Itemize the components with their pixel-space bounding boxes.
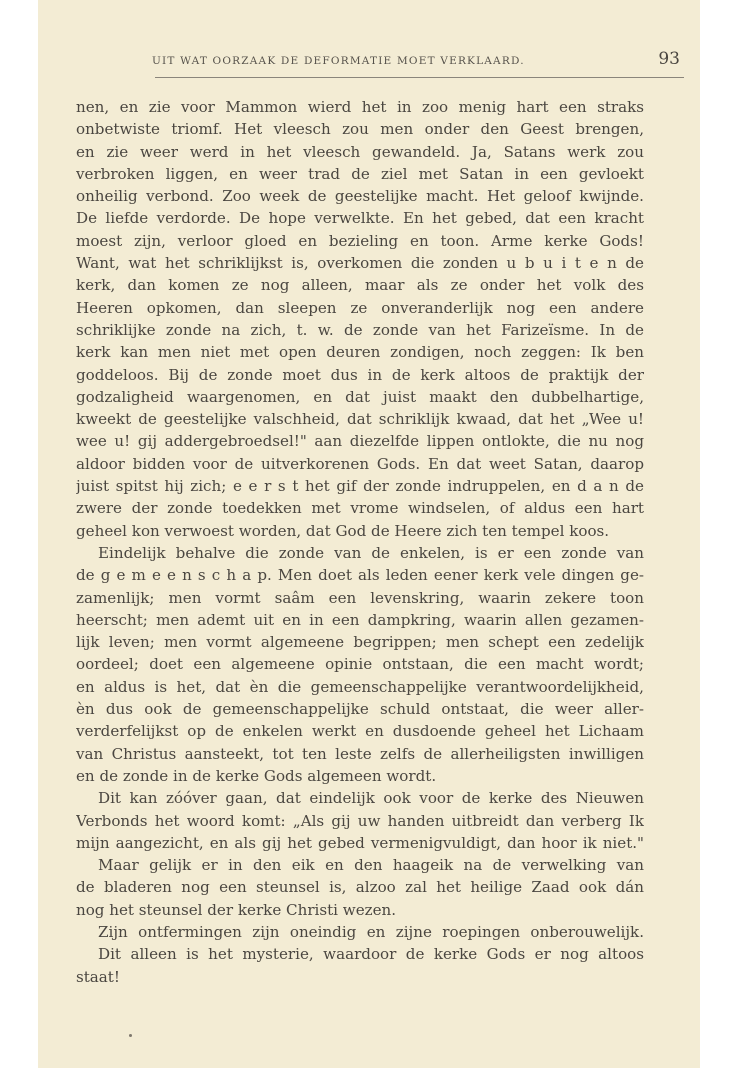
paragraph-end-line: nog het steunsel der kerke Christi wezen.	[76, 900, 397, 919]
text-line: Verbonds het woord komt: „Als gij uw handen uitbreidt dan verberg Ik	[76, 811, 644, 830]
text-line: verbroken liggen, en weer trad de ziel met Satan in een gevloekt	[76, 164, 644, 183]
paragraph-end-line: staat!	[76, 967, 120, 986]
page-speck	[129, 1034, 132, 1037]
text-line: de bladeren nog een steunsel is, alzoo zal het heilige Zaad ook dán	[76, 878, 644, 897]
text-line: moest zijn, verloor gloed en bezieling en toon. Arme kerke Gods!	[76, 231, 644, 250]
text-line: kerk kan men niet met open deuren zondigen, noch zeggen: Ik ben	[76, 343, 644, 362]
text-line: heerscht; men ademt uit en in een dampkring, waarin allen gezamen-	[76, 610, 644, 629]
text-line: kerk, dan komen ze nog alleen, maar als ze onder het volk des	[76, 276, 644, 295]
text-line: godzaligheid waargenomen, en dat juist maakt den dubbelhartige,	[76, 387, 644, 406]
text-line: onheilig verbond. Zoo week de geestelijke macht. Het geloof kwijnde.	[76, 187, 644, 206]
text-line: goddeloos. Bij de zonde moet dus in de kerk altoos de praktijk der	[76, 365, 644, 384]
text-line: Heeren opkomen, dan sleepen ze onveranderlijk nog een andere	[76, 298, 644, 317]
text-line: zamenlijk; men vormt saâm een levenskring, waarin zekere toon	[76, 588, 644, 607]
paragraph-start-line: Eindelijk behalve die zonde van de enkelen, is er een zonde van	[98, 543, 644, 562]
header-rule	[155, 77, 684, 78]
paragraph-start-line: Dit alleen is het mysterie, waardoor de kerke Gods er nog altoos	[98, 945, 644, 964]
text-line: de g e m e e n s c h a p. Men doet als leden eener kerk vele dingen ge-	[76, 566, 644, 585]
text-line: nen, en zie voor Mammon wierd het in zoo menig hart een straks	[76, 98, 644, 116]
text-line: en zie weer werd in het vleesch gewandeld. Ja, Satans werk zou	[76, 142, 644, 161]
text-line: kweekt de geestelijke valschheid, dat schriklijk kwaad, dat het „Wee u!	[76, 410, 644, 429]
text-line: onbetwiste triomf. Het vleesch zou men onder den Geest brengen,	[76, 120, 644, 139]
text-line: van Christus aansteekt, tot ten leste zelfs de allerheiligsten inwilligen	[76, 744, 644, 763]
text-line: verderfelijkst op de enkelen werkt en dusdoende geheel het Lichaam	[76, 722, 644, 741]
text-line: èn dus ook de gemeenschappelijke schuld ontstaat, die weer aller-	[76, 700, 644, 719]
page-header	[78, 49, 686, 81]
text-line: juist spitst hij zich; e e r s t het gif der zonde indruppelen, en d a n de	[76, 477, 644, 496]
paragraph-end-line: en de zonde in de kerke Gods algemeen wordt.	[76, 766, 437, 785]
text-line: aldoor bidden voor de uitverkorenen Gods. En dat weet Satan, daarop	[76, 454, 644, 473]
text-line: zwere der zonde toedekken met vrome windselen, of aldus een hart	[76, 499, 644, 518]
paragraph-start-line: Zijn ontfermingen zijn oneindig en zijne roepingen onberouwelijk.	[98, 922, 644, 941]
text-line: lijk leven; men vormt algemeene begrippen; men schept een zedelijk	[76, 633, 644, 652]
text-line: oordeel; doet een algemeene opinie ontstaan, die een macht wordt;	[76, 655, 644, 674]
running-head: UIT WAT OORZAAK DE DEFORMATIE MOET VERKLAARD.	[152, 55, 525, 67]
body-text	[76, 96, 644, 988]
text-line: Want, wat het schriklijkst is, overkomen die zonden u b u i t e n de	[76, 254, 644, 273]
paragraph-end-line: geheel kon verwoest worden, dat God de Heere zich ten tempel koos.	[76, 521, 610, 540]
book-page	[38, 0, 700, 1068]
text-line: en aldus is het, dat èn die gemeenschappelijke verantwoordelijkheid,	[76, 677, 644, 696]
text-line: De liefde verdorde. De hope verwelkte. En het gebed, dat een kracht	[76, 209, 644, 228]
text-line: mijn aangezicht, en als gij het gebed vermenigvuldigt, dan hoor ik niet."	[76, 833, 644, 852]
paragraph-start-line: Dit kan zóóver gaan, dat eindelijk ook voor de kerke des Nieuwen	[98, 789, 644, 808]
paragraph-start-line: Maar gelijk er in den eik en den haageik na de verwelking van	[98, 856, 644, 875]
text-line: schriklijke zonde na zich, t. w. de zonde van het Farizeïsme. In de	[76, 320, 644, 339]
page-number: 93	[658, 49, 680, 69]
text-line: wee u! gij addergebroedsel!" aan diezelfde lippen ontlokte, die nu nog	[76, 432, 644, 451]
